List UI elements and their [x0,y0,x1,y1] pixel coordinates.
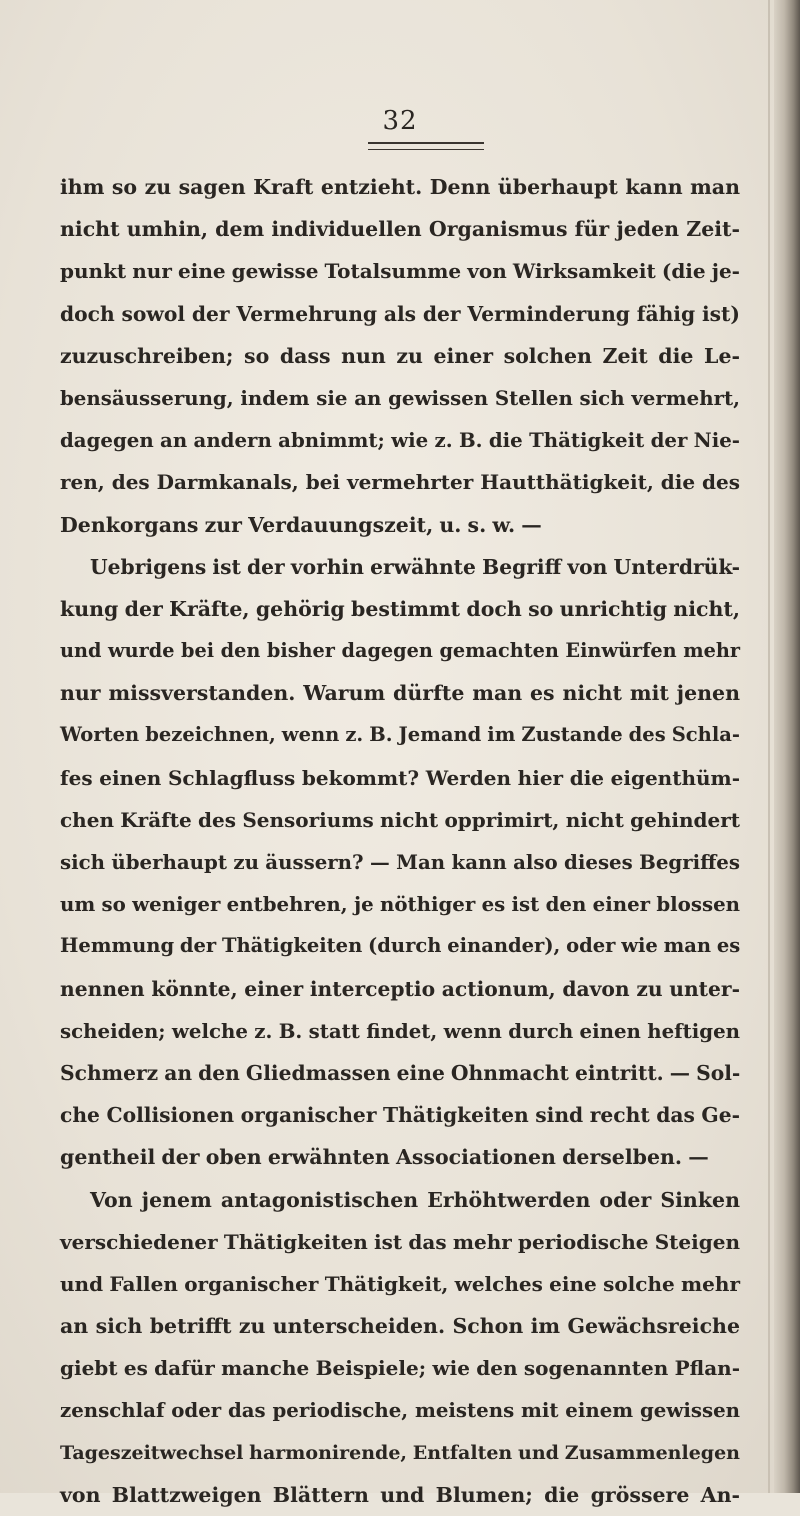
text-line: Von jenem antagonistischen Erhöhtwerden oder Sinken [90,1187,740,1212]
text-line: an sich betrifft zu unterscheiden. Schon im Gewächsreiche [60,1314,740,1339]
text-line: nur missverstanden. Warum dürfte man es nicht mit jenen [60,681,740,706]
text-line: zuzuschreiben; so dass nun zu einer solchen Zeit die Le- [60,343,740,368]
text-line: doch sowol der Vermehrung als der Verminderung fähig ist) [60,301,740,326]
text-line: gentheil der oben erwähnten Associationen derselben. — [60,1145,709,1170]
text-line: sich überhaupt zu äussern? — Man kann also dieses Begriffes [60,850,740,874]
text-line: chen Kräfte des Sensoriums nicht opprimirt, nicht gehindert [60,807,740,832]
text-line: ihm so zu sagen Kraft entzieht. Denn überhaupt kann man [60,175,740,199]
header-rule [368,142,484,150]
book-spine [774,0,800,1493]
text-line: Denkorgans zur Verdauungszeit, u. s. w. — [60,512,542,537]
text-line: punkt nur eine gewisse Totalsumme von Wirksamkeit (die je- [60,259,740,284]
text-line: verschiedener Thätigkeiten ist das mehr periodische Steigen [60,1229,740,1254]
text-line: Hemmung der Thätigkeiten (durch einander), oder wie man es [60,934,741,958]
text-line: zenschlaf oder das periodische, meistens mit einem gewissen [60,1398,740,1423]
text-line: bensäusserung, indem sie an gewissen Stellen sich vermehrt, [60,385,740,410]
text-line: und Fallen organischer Thätigkeit, welches eine solche mehr [60,1271,740,1296]
text-line: nicht umhin, dem individuellen Organismus für jeden Zeit- [60,217,740,242]
text-line: scheiden; welche z. B. statt findet, wenn durch einen heftigen [60,1018,740,1043]
text-line: nennen könnte, einer interceptio actionum, davon zu unter- [60,976,740,1001]
text-line: giebt es dafür manche Beispiele; wie den sogenannten Pflan- [60,1356,740,1381]
text-line: che Collisionen organischer Thätigkeiten sind recht das Ge- [60,1103,740,1128]
text-line: Uebrigens ist der vorhin erwähnte Begriff von Unterdrük- [90,554,740,579]
text-line: und wurde bei den bisher dagegen gemachten Einwürfen mehr [60,639,740,663]
text-line: dagegen an andern abnimmt; wie z. B. die Thätigkeit der Nie- [60,428,740,453]
text-line: kung der Kräfte, gehörig bestimmt doch so unrichtig nicht, [60,596,740,621]
text-line: Tageszeitwechsel harmonirende, Entfalten und Zusammenlegen [60,1441,740,1464]
text-line: ren, des Darmkanals, bei vermehrter Hautthätigkeit, die des [60,470,740,495]
page-edge-shadow [768,0,770,1493]
text-line: Schmerz an den Gliedmassen eine Ohnmacht eintritt. — Sol- [60,1060,741,1085]
text-line: um so weniger entbehren, je nöthiger es ist den einer blossen [60,892,740,917]
text-line: Worten bezeichnen, wenn z. B. Jemand im Zustande des Schla- [60,723,740,747]
text-line: fes einen Schlagfluss bekommt? Werden hier die eigenthüm- [60,765,740,790]
body-text [60,166,740,1516]
text-line: von Blattzweigen Blättern und Blumen; die grössere An- [60,1482,740,1507]
page-number: 32 [382,106,418,136]
